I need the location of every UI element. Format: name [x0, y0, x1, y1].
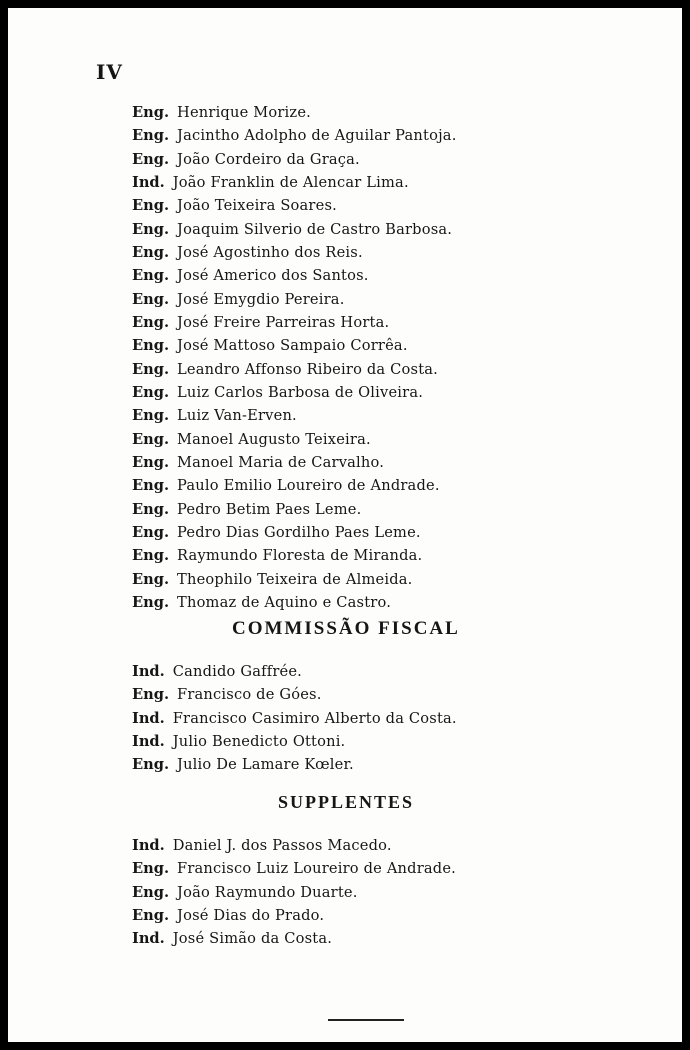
- member-prefix: Eng.: [132, 150, 170, 168]
- member-name: Raymundo Floresta de Miranda.: [177, 547, 423, 565]
- list-item: [132, 730, 457, 753]
- member-name: José Freire Parreiras Horta.: [177, 313, 390, 331]
- list-item: [132, 334, 457, 357]
- list-item: [132, 683, 457, 706]
- member-prefix: Ind.: [132, 173, 165, 191]
- list-item: [132, 451, 457, 474]
- list-item: [132, 194, 457, 217]
- list-item: [132, 404, 457, 427]
- list-item: [132, 834, 456, 857]
- member-prefix: Eng.: [132, 500, 170, 518]
- member-name: Joaquim Silverio de Castro Barbosa.: [177, 220, 453, 238]
- list-item: [132, 521, 457, 544]
- member-name: João Teixeira Soares.: [177, 197, 337, 215]
- member-prefix: Eng.: [132, 570, 170, 588]
- member-prefix: Eng.: [132, 313, 170, 331]
- member-prefix: Eng.: [132, 883, 170, 901]
- closing-rule: [328, 1019, 404, 1021]
- member-prefix: Eng.: [132, 360, 170, 378]
- member-name: Francisco Luiz Loureiro de Andrade.: [177, 860, 456, 878]
- member-name: Theophilo Teixeira de Almeida.: [177, 570, 413, 588]
- list-item: [132, 707, 457, 730]
- member-name: Pedro Dias Gordilho Paes Leme.: [177, 523, 421, 541]
- member-prefix: Eng.: [132, 127, 170, 145]
- member-prefix: Ind.: [132, 709, 165, 727]
- member-prefix: Eng.: [132, 407, 170, 425]
- list-item: [132, 101, 457, 124]
- member-prefix: Ind.: [132, 837, 165, 854]
- member-prefix: Eng.: [132, 523, 170, 541]
- member-name: Henrique Morize.: [177, 104, 311, 121]
- member-name: Francisco Casimiro Alberto da Costa.: [172, 709, 457, 727]
- member-name: José Dias do Prado.: [177, 906, 325, 924]
- document-page: [8, 8, 682, 1042]
- member-prefix: Eng.: [132, 430, 170, 448]
- member-name: Pedro Betim Paes Leme.: [177, 500, 362, 518]
- list-item: [132, 124, 457, 147]
- member-name: Manoel Augusto Teixeira.: [177, 430, 371, 448]
- section-heading-supplentes: SUPPLENTES: [278, 792, 415, 812]
- list-item: [132, 881, 456, 904]
- list-item: [132, 171, 457, 194]
- list-item: [132, 591, 457, 614]
- member-prefix: Eng.: [132, 756, 170, 774]
- member-prefix: Eng.: [132, 243, 170, 261]
- member-prefix: Eng.: [132, 477, 170, 495]
- section-heading-commissao-fiscal: COMMISSÃO FISCAL: [232, 618, 460, 639]
- list-item: [132, 241, 457, 264]
- member-name: Candido Gaffrée.: [172, 663, 303, 680]
- member-prefix: Eng.: [132, 383, 170, 401]
- list-item: [132, 753, 457, 776]
- list-item: [132, 148, 457, 171]
- member-prefix: Ind.: [132, 732, 165, 750]
- member-prefix: Eng.: [132, 337, 170, 355]
- member-prefix: Eng.: [132, 290, 170, 308]
- list-item: [132, 311, 457, 334]
- supplentes-list: [132, 834, 456, 951]
- member-prefix: Eng.: [132, 104, 170, 121]
- member-name: Jacintho Adolpho de Aguilar Pantoja.: [177, 127, 457, 145]
- member-name: Julio De Lamare Kœler.: [177, 756, 354, 774]
- member-name: José Emygdio Pereira.: [177, 290, 345, 308]
- member-name: Julio Benedicto Ottoni.: [172, 732, 346, 750]
- member-name: Francisco de Góes.: [177, 686, 322, 704]
- member-prefix: Eng.: [132, 547, 170, 565]
- member-prefix: Ind.: [132, 930, 165, 948]
- list-item: [132, 498, 457, 521]
- member-name: João Franklin de Alencar Lima.: [172, 173, 409, 191]
- member-name: José Americo dos Santos.: [177, 267, 369, 285]
- page-number: IV: [96, 60, 123, 84]
- member-prefix: Eng.: [132, 267, 170, 285]
- list-item: [132, 428, 457, 451]
- list-item: [132, 218, 457, 241]
- commissao-fiscal-list: [132, 660, 457, 777]
- member-name: José Simão da Costa.: [172, 930, 333, 948]
- member-name: Luiz Carlos Barbosa de Oliveira.: [177, 383, 424, 401]
- list-item: [132, 857, 456, 880]
- member-prefix: Eng.: [132, 220, 170, 238]
- list-item: [132, 568, 457, 591]
- member-prefix: Eng.: [132, 906, 170, 924]
- member-name: João Raymundo Duarte.: [177, 883, 358, 901]
- member-prefix: Eng.: [132, 686, 170, 704]
- member-name: Thomaz de Aquino e Castro.: [177, 593, 392, 611]
- members-list: [132, 101, 457, 614]
- list-item: [132, 264, 457, 287]
- list-item: [132, 474, 457, 497]
- member-name: Luiz Van-Erven.: [177, 407, 297, 425]
- member-name: José Mattoso Sampaio Corrêa.: [177, 337, 408, 355]
- member-prefix: Eng.: [132, 197, 170, 215]
- member-name: Leandro Affonso Ribeiro da Costa.: [177, 360, 439, 378]
- list-item: [132, 358, 457, 381]
- member-name: Paulo Emilio Loureiro de Andrade.: [177, 477, 440, 495]
- member-prefix: Eng.: [132, 593, 170, 611]
- list-item: [132, 381, 457, 404]
- list-item: [132, 288, 457, 311]
- list-item: [132, 927, 456, 950]
- member-name: João Cordeiro da Graça.: [177, 150, 360, 168]
- member-name: José Agostinho dos Reis.: [177, 243, 363, 261]
- list-item: [132, 904, 456, 927]
- member-name: Daniel J. dos Passos Macedo.: [172, 837, 392, 854]
- member-prefix: Eng.: [132, 860, 170, 878]
- member-prefix: Eng.: [132, 453, 170, 471]
- member-name: Manoel Maria de Carvalho.: [177, 453, 385, 471]
- list-item: [132, 660, 457, 683]
- list-item: [132, 544, 457, 567]
- member-prefix: Ind.: [132, 663, 165, 680]
